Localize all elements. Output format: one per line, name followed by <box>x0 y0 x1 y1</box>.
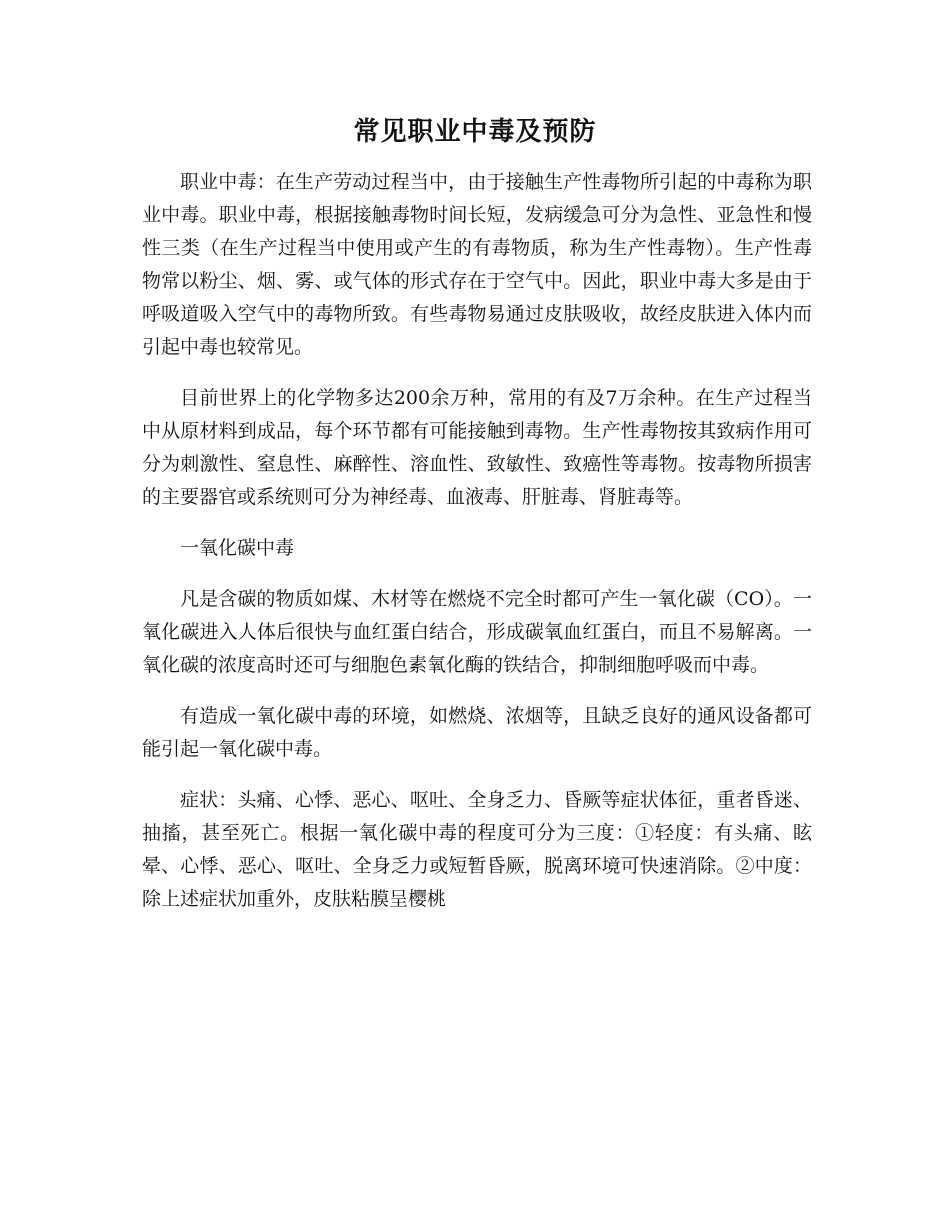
paragraph-occupational-poisoning-definition: 职业中毒：在生产劳动过程当中，由于接触生产性毒物所引起的中毒称为职业中毒。职业中毒，根据接触毒物时间长短，发病缓急可分为急性、亚急性和慢性三类（在生产过程当中使用或产生的有毒物质，称为生产性毒物）。生产性毒物常以粉尘、烟、雾、或气体的形式存在于空气中。因此，职业中毒大多是由于呼吸道吸入空气中的毒物所致。有些毒物易通过皮肤吸收，故经皮肤进入体内而引起中毒也较常见。 <box>142 171 812 358</box>
section-heading-co-poisoning: 一氧化碳中毒 <box>180 537 295 559</box>
paragraph-co-mechanism: 凡是含碳的物质如煤、木材等在燃烧不完全时都可产生一氧化碳（CO）。一氧化碳进入人体后很快与血红蛋白结合，形成碳氧血红蛋白，而且不易解离。一氧化碳的浓度高时还可与细胞色素氧化酶的铁结合，抑制细胞呼吸而中毒。 <box>142 588 812 676</box>
document-title: 常见职业中毒及预防 <box>353 117 597 147</box>
paragraph-co-symptoms: 症状：头痛、心悸、恶心、呕吐、全身乏力、昏厥等症状体征，重者昏迷、抽搐，甚至死亡。根据一氧化碳中毒的程度可分为三度：①轻度：有头痛、眩晕、心悸、恶心、呕吐、全身乏力或短暂昏厥，脱离环境可快速消除。②中度：除上述症状加重外，皮肤粘膜呈樱桃 <box>142 789 812 910</box>
paragraph-chemical-classification: 目前世界上的化学物多达200余万种，常用的有及7万余种。在生产过程当中从原材料到成品，每个环节都有可能接触到毒物。生产性毒物按其致病作用可分为刺激性、窒息性、麻醉性、溶血性、致敏性、致癌性等毒物。按毒物所损害的主要器官或系统则可分为神经毒、血液毒、肝脏毒、肾脏毒等。 <box>142 387 812 508</box>
document-body <box>142 166 812 934</box>
paragraph-co-environment: 有造成一氧化碳中毒的环境，如燃烧、浓烟等，且缺乏良好的通风设备都可能引起一氧化碳中毒。 <box>142 705 812 760</box>
